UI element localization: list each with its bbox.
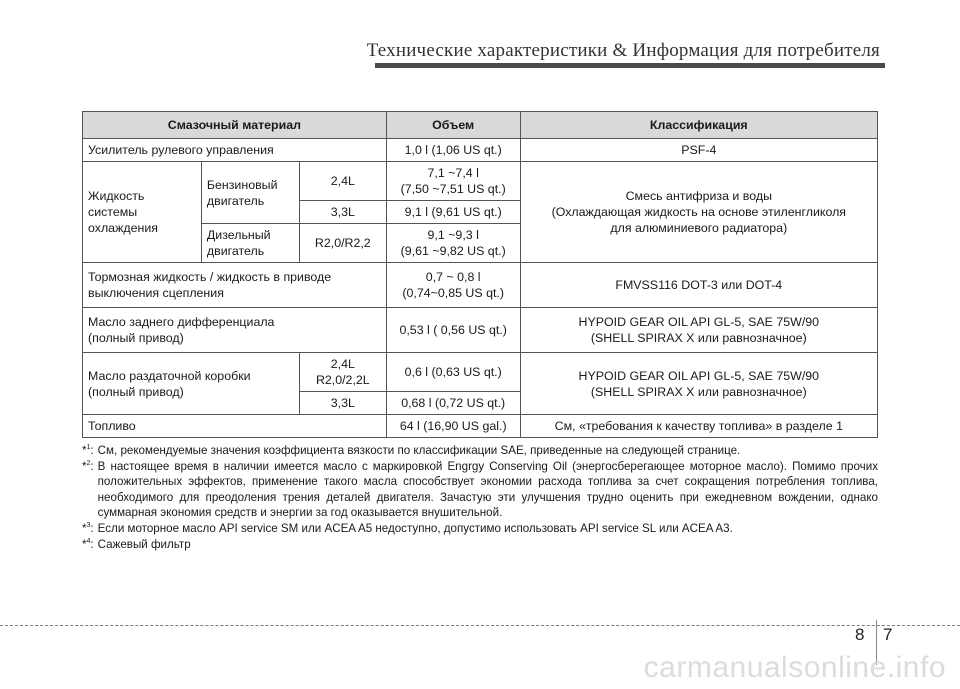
header-rule [375,63,885,68]
footnote-2 [82,459,878,521]
footnote-4 [82,537,878,553]
coolant-class [520,162,877,263]
footnote-number: 3 [86,522,91,530]
footnote-number: 2 [86,459,91,467]
transfer-case-engine-a [299,353,386,392]
coolant-diesel-label: Дизельный двигатель [201,224,299,263]
fuel-class: См, «требования к качеству топлива» в разделе 1 [520,415,877,438]
brake-fluid-volume [386,263,520,308]
rear-diff-volume: 0,53 l ( 0,56 US qt.) [386,308,520,353]
footnotes [82,443,878,552]
brake-fluid-name-line2: выключения сцепления [88,286,224,300]
brake-fluid-name [83,263,387,308]
transfer-case-engine-b: 3,3L [299,392,386,415]
brake-fluid-name-line1: Тормозная жидкость / жидкость в приводе [88,270,332,284]
transfer-case-class-line2: (SHELL SPIRAX X или равнозначное) [590,384,807,399]
table-row [83,263,878,308]
footer-dashed-rule [0,625,960,626]
power-steering-class: PSF-4 [520,139,877,162]
table-row [83,139,878,162]
coolant-volume-24 [386,162,520,201]
transfer-case-name [83,353,300,415]
coolant-volume-diesel-line1: 9,1 ~9,3 l [427,228,479,242]
coolant-volume-33: 9,1 l (9,61 US qt.) [386,201,520,224]
footnote-marker: *$^4$: [82,537,94,551]
footnote-marker: *$^3$: [82,521,94,535]
coolant-gasoline-label: Бензиновый двигатель [201,162,299,224]
transfer-case-class [520,353,877,415]
table-row [83,308,878,353]
transfer-case-engine-a-line1: 2,4L [330,357,355,371]
footnote-text: Сажевый фильтр [97,537,191,551]
footnote-3 [82,521,878,537]
transfer-case-name-line2: (полный привод) [88,384,184,399]
coolant-volume-24-line2: (7,50 ~7,51 US qt.) [400,182,506,196]
footnote-number: 1 [86,444,91,452]
coolant-engine-24: 2,4L [299,162,386,201]
brake-fluid-class: FMVSS116 DOT-3 или DOT-4 [520,263,877,308]
section-number: 8 [855,625,865,644]
fuel-volume: 64 l (16,90 US gal.) [386,415,520,438]
lubricants-table [82,111,878,438]
coolant-class-line1: Смесь антифриза и воды [625,189,772,203]
rear-diff-class [520,308,877,353]
table-row [83,415,878,438]
coolant-volume-24-line1: 7,1 ~7,4 l [427,166,479,180]
col-header-volume: Объем [386,112,520,139]
transfer-case-engine-a-line2: R2,0/2,2L [315,373,370,387]
rear-diff-class-line2: (SHELL SPIRAX X или равнозначное) [590,331,807,345]
page-header-title: Технические характеристики & Информация для потребителя [366,40,880,61]
rear-diff-class-line1: HYPOID GEAR OIL API GL-5, SAE 75W/90 [578,315,820,329]
power-steering-volume: 1,0 l (1,06 US qt.) [386,139,520,162]
table-row [83,162,878,201]
rear-diff-name [83,308,387,353]
table-row [83,353,878,392]
rear-diff-name-line1: Масло заднего дифференциала [88,315,275,329]
col-header-lubricant: Смазочный материал [83,112,387,139]
coolant-class-line3: для алюминиевого радиатора) [610,221,788,235]
transfer-case-volume-a: 0,6 l (0,63 US qt.) [386,353,520,392]
transfer-case-name-line1: Масло раздаточной коробки [88,368,251,383]
transfer-case-volume-b: 0,68 l (0,72 US qt.) [386,392,520,415]
brake-fluid-volume-line1: 0,7 ~ 0,8 l [425,270,481,284]
coolant-class-line2: (Охлаждающая жидкость на основе этиленгликоля [551,205,847,219]
transfer-case-class-line1: HYPOID GEAR OIL API GL-5, SAE 75W/90 [578,368,820,383]
table-header-row [83,112,878,139]
footnote-number: 4 [86,537,91,545]
power-steering-name: Усилитель рулевого управления [83,139,387,162]
footnote-text: В настоящее время в наличии имеется масло с маркировкой Engrgy Conserving Oil (энергосберегающее моторное масло). Помимо прочих положительных эффектов, применение такого масла способствует экономии расхода топлива за счет сокращения потребления топлива, необходимого для преодоления трения деталей двигателя. Зачастую эти улучшения трудно оценить при ежедневном вождении, однако суммарная экономия средств и энергии за год оказывается внушительной. [97,459,878,520]
col-header-classification: Классификация [520,112,877,139]
coolant-engine-33: 3,3L [299,201,386,224]
coolant-engine-diesel: R2,0/R2,2 [299,224,386,263]
footnote-1 [82,443,878,459]
page-number: 7 [883,625,893,644]
footnote-marker: *$^1$: [82,444,94,457]
coolant-volume-diesel [386,224,520,263]
fuel-name: Топливо [83,415,387,438]
footnote-marker: *$^2$: [82,459,94,473]
brake-fluid-volume-line2: (0,74~0,85 US qt.) [402,286,504,300]
footnote-text: Если моторное масло API service SM или ACEA A5 недоступно, допустимо использовать API service SL или ACEA A3. [97,521,733,535]
watermark: carmanualsonline.info [643,651,946,684]
coolant-name: Жидкость системы охлаждения [83,162,202,263]
rear-diff-name-line2: (полный привод) [88,331,184,345]
coolant-volume-diesel-line2: (9,61 ~9,82 US qt.) [400,244,506,258]
footnote-text: См, рекомендуемые значения коэффициента вязкости по классификации SAE, приведенные на следующей странице. [97,444,741,457]
